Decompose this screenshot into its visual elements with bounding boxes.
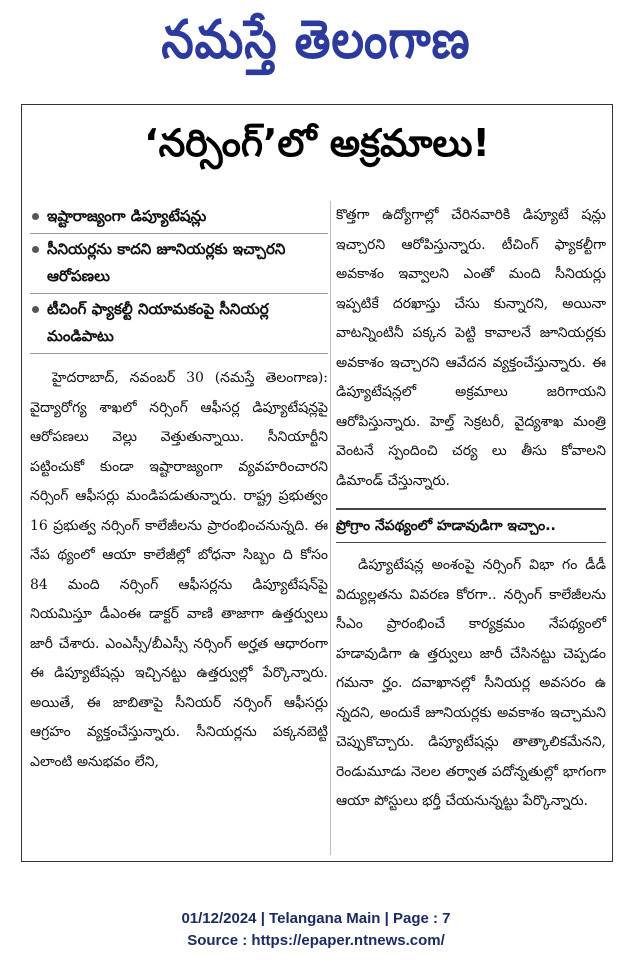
article-body-right-1: కొత్తగా ఉద్యోగాల్లో చేరినవారికి డిప్యూటే షన్లు ఇచ్చారని ఆరోపిస్తున్నారు. టీచింగ్ ఫ్యాకల్టీగా అవకాశం ఇవ్వాలని ఎంతో మంది సీనియర్లు ఇప్పటికే దరఖాస్తు చేసు కున్నారని, అయినా వాటన్నింటినీ పక్కన పెట్టి కావాలనే జూనియర్లకు అవకాశం ఇచ్చారని ఆవేదన వ్యక్తంచేస్తున్నారు. ఈ డిప్యూటేషన్లలో అక్రమాలు జరిగాయని ఆరోపిస్తున్నారు. హెల్త్ సెక్రటరీ, వైద్యశాఖ మంత్రి వెంటనే స్పందించి చర్య లు తీసు కోవాలని డిమాండ్ చేస్తున్నారు. [336, 207, 606, 489]
highlight-text: టీచింగ్ ఫ్యాకల్టీ నియామకంపై సీనియర్ల మండిపాటు [47, 300, 269, 345]
highlight-text: సీనియర్లను కాదని జూనియర్లకు ఇచ్చారని ఆరోపణలు [47, 240, 286, 285]
bullet-icon [32, 213, 39, 220]
bullet-icon [32, 246, 39, 253]
article-subheading: ప్రోగ్రాం నేపథ్యంలో హడావుడిగా ఇచ్చాం.. [336, 508, 606, 543]
bullet-icon [32, 306, 39, 313]
source-link: Source : https://epaper.ntnews.com/ [187, 932, 445, 949]
page-footer [0, 908, 632, 952]
column-divider [330, 201, 331, 855]
edition-info: 01/12/2024 | Telangana Main | Page : 7 [181, 910, 451, 927]
highlight-item [30, 234, 328, 294]
masthead-logo [0, 0, 632, 92]
highlight-item [30, 201, 328, 234]
highlight-item [30, 294, 328, 354]
article-body-right-2: డిప్యూటేషన్ల అంశంపై నర్సింగ్ విభా గం డీడీ విద్యుల్లతను వివరణ కోరగా.. నర్సింగ్ కాలేజీలను సీఎం ప్రారంభించే కార్యక్రమం నేపథ్యంలో హడావుడిగా ఉ త్తర్వులు జారీ చేసినట్టు చెప్పడం గమనా ర్హం. దవాఖానల్లో సీనియర్ల అవసరం ఉ న్నదని, అందుకే జూనియర్లకు అవకాశం ఇచ్చామని చెప్పుకొచ్చారు. డిప్యూటేషన్లు తాత్కాలికమేనని, రెండుమూడు నెలల తర్వాత పదోన్నతుల్లో భాగంగా ఆయా పోస్టులు భర్తీ చేయనున్నట్టు పేర్కొన్నారు. [336, 557, 606, 809]
article-left-column [30, 201, 328, 777]
article-clipping [21, 104, 613, 862]
highlight-list [30, 201, 328, 354]
article-body-left: హైదరాబాద్, నవంబర్ 30 (నమస్తే తెలంగాణ): వైద్యారోగ్య శాఖలో నర్సింగ్ ఆఫీసర్ల డిప్యూటేషన్లపై ఆరోపణలు వెల్లు వెత్తుతున్నాయి. సీనియార్టీని పట్టించుకో కుండా ఇష్టారాజ్యంగా వ్యవహరించారని నర్సింగ్ ఆఫీసర్లు మండిపడుతున్నారు. రాష్ట్ర ప్రభుత్వం 16 ప్రభుత్వ నర్సింగ్ కాలేజీలను ప్రారంభించనున్నది. ఈ నేప థ్యంలో ఆయా కాలేజీల్లో బోధనా సిబ్బం ది కోసం 84 మంది నర్సింగ్ ఆఫీసర్లను డిప్యూటేషన్‌పై నియమిస్తూ డీఎంఈ డాక్టర్ వాణి తాజాగా ఉత్తర్వులు జారీ చేశారు. ఎంఎస్సీ/బీఎస్సీ నర్సింగ్ అర్హత ఆధారంగా ఈ డిప్యూటేషన్లు ఇచ్చినట్టు ఉత్తర్వుల్లో పేర్కొన్నారు. అయితే, ఈ జాబితాపై సీనియర్ నర్సింగ్ ఆఫీసర్లు ఆగ్రహం వ్యక్తంచేస్తున్నారు. సీనియర్లను పక్కనబెట్టి ఎలాంటి అనుభవం లేని, [30, 370, 328, 770]
masthead-title: నమస్తే తెలంగాణ [161, 8, 471, 71]
highlight-text: ఇష్టారాజ్యంగా డిప్యూటేషన్లు [47, 207, 207, 225]
article-right-column [336, 201, 606, 817]
article-headline: ‘నర్సింగ్’లో అక్రమాలు! [144, 121, 490, 165]
